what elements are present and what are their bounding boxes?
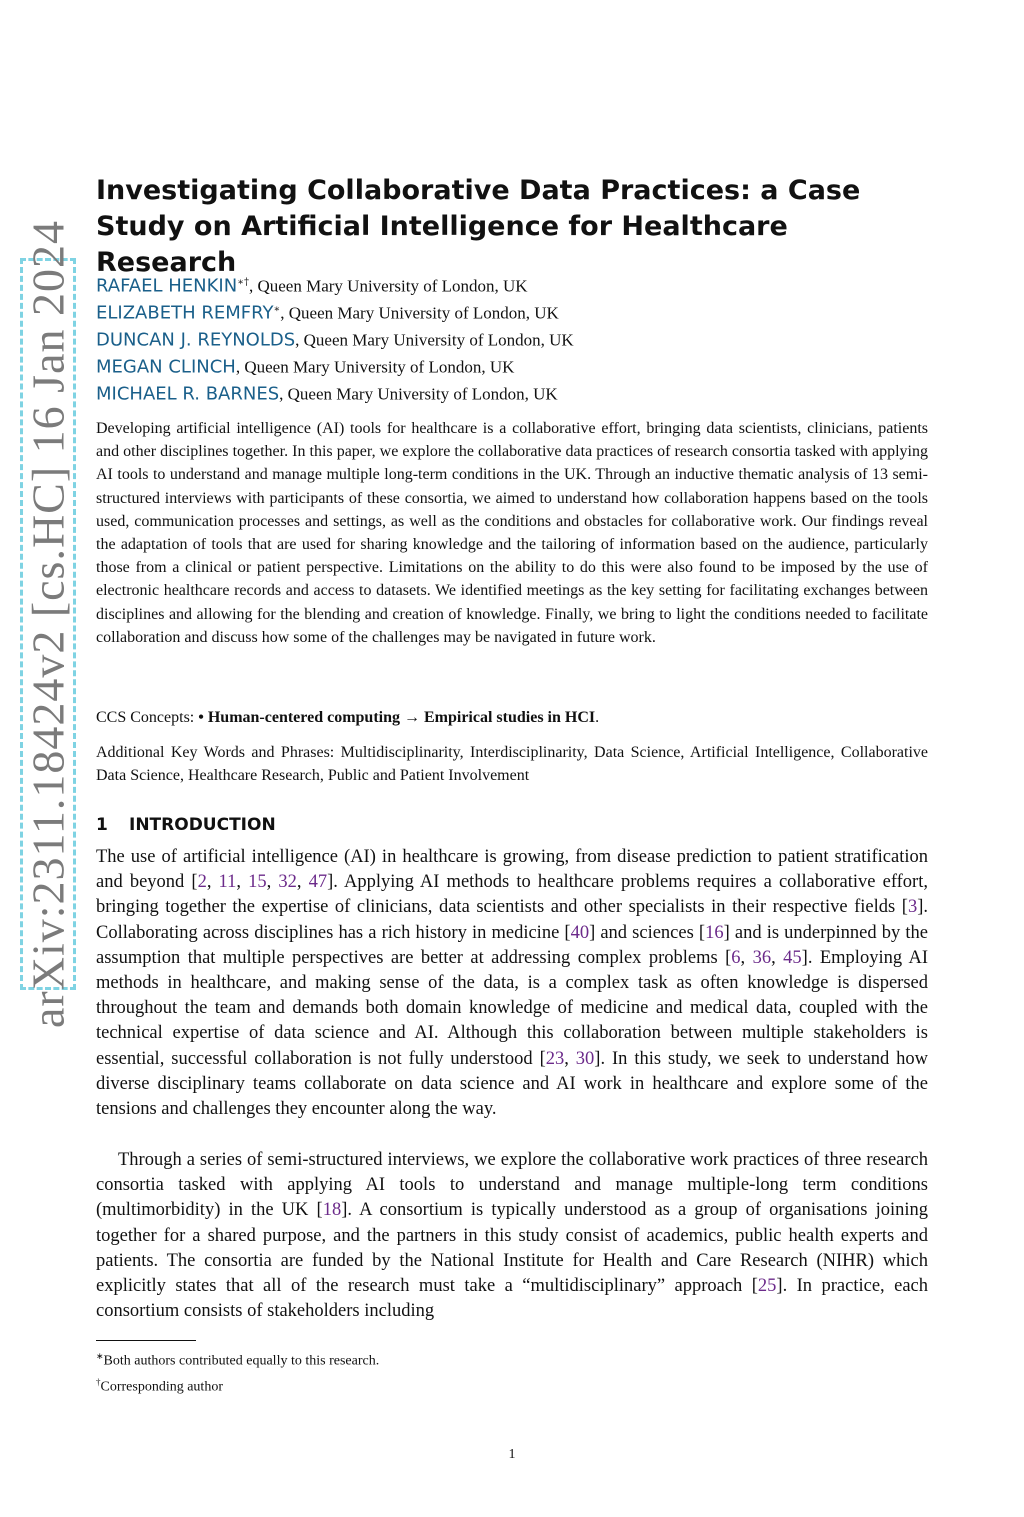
footnote-mark: ∗ [96, 1351, 104, 1361]
author-name[interactable]: RAFAEL HENKIN [96, 275, 238, 297]
author-name[interactable]: MEGAN CLINCH [96, 356, 236, 378]
citation-link[interactable]: 32 [278, 872, 297, 893]
citation-link[interactable]: 40 [570, 922, 590, 943]
author-name[interactable]: MICHAEL R. BARNES [96, 383, 280, 405]
citation-link[interactable]: 25 [757, 1276, 777, 1297]
footnotes [96, 1346, 928, 1397]
author-affiliation: , Queen Mary University of London, UK [280, 303, 559, 323]
footnote [96, 1346, 928, 1372]
footnote-mark: † [96, 1376, 101, 1387]
author-affiliation: , Queen Mary University of London, UK [248, 276, 528, 296]
author-entry [96, 296, 936, 323]
footnote-text: Corresponding author [100, 1379, 223, 1395]
citation-link[interactable]: 11 [218, 872, 237, 893]
citation-link[interactable]: 45 [783, 947, 802, 968]
citation-link[interactable]: 3 [907, 897, 918, 918]
citation-link[interactable]: 36 [752, 947, 772, 968]
ccs-end: . [595, 709, 600, 726]
citation-link[interactable]: 15 [248, 872, 267, 893]
intro-paragraph-1: The use of artificial intelligence (AI) in healthcare is growing, from disease prediction to patient stratification and beyond [2, 11, 15, 32, 47]. Applying AI methods to healthcare problems requires a collaborative effort, bringing together the expertise of clinicians, data scientists and other specialists in their respective fields [3]. Collaborating across disciplines has a rich history in medicine [40] and sciences [16] and is underpinned by the assumption that multiple perspectives are better at addressing complex problems [6, 36, 45]. Employing AI methods in healthcare, and making sense of the data, is a complex task as often knowledge is dispersed throughout the team and demands both domain knowledge of medicine and medical data, coupled with the technical expertise of data science and AI. Although this collaboration between multiple stakeholders is essential, successful collaboration is not fully understood [23, 30]. In this study, we seek to understand how diverse disciplinary teams collaborate on data science and AI work in healthcare and explore some of the tensions and challenges they encounter along the way. [96, 847, 929, 1120]
section-number: 1 [96, 815, 108, 835]
ccs-concepts-value: Human-centered computing → Empirical studies in HCI [207, 709, 596, 726]
footnote [96, 1372, 928, 1398]
intro-paragraph-2: Through a series of semi-structured interviews, we explore the collaborative work practices of three research consortia tasked with applying AI tools to understand and manage multiple-long term conditions (multimorbidity) in the UK [18]. A consortium is typically understood as a group of organisations joining together for a shared purpose, and the partners in this study consist of academics, public health experts and patients. The consortia are funded by the National Institute for Health and Care Research (NIHR) which explicitly states that all of the research must take a “multidisciplinary” approach [25]. In practice, each consortium consists of stakeholders including [96, 1150, 928, 1322]
author-entry [96, 377, 936, 404]
ccs-label: CCS Concepts: [96, 709, 199, 726]
section-heading [96, 815, 928, 835]
abstract: Developing artificial intelligence (AI) tools for healthcare is a collaborative effort, bringing data scientists, clinicians, patients and other disciplines together. In this paper, we explore the collaborative data practices of research consortia tasked with applying AI tools to understand and manage multiple long-term conditions in the UK. Through an inductive thematic analysis of 13 semi-structured interviews with participants of these consortia, we aimed to understand how collaboration happens based on the tools used, communication processes and settings, as well as the conditions and obstacles for collaborative work. Our findings reveal the adaptation of tools that are used for sharing knowledge and the tailoring of information based on the audience, particularly those from a clinical or patient perspective. Limitations on the ability to do this were also found to be imposed by the use of electronic healthcare records and access to datasets. We identified meetings as the key setting for facilitating exchanges between disciplines and allowing for the blending and creation of knowledge. Finally, we bring to light the conditions needed to facilitate collaboration and discuss how some of the challenges may be navigated in future work. [96, 420, 928, 646]
author-entry [96, 323, 936, 350]
author-affiliation: , Queen Mary University of London, UK [295, 330, 574, 350]
page-number: 1 [508, 1447, 516, 1462]
footnote-rule [96, 1340, 196, 1341]
author-affiliation: , Queen Mary University of London, UK [235, 357, 515, 377]
citation-link[interactable]: 23 [545, 1048, 565, 1069]
citation-link[interactable]: 47 [308, 872, 328, 893]
keywords: Additional Key Words and Phrases: Multidisciplinarity, Interdisciplinarity, Data Science, Artificial Intelligence, Collaborative Data Science, Healthcare Research, Public and Patient Involvement [96, 744, 928, 784]
ccs-concepts [96, 707, 928, 729]
citation-link[interactable]: 16 [705, 922, 724, 943]
section-title: INTRODUCTION [129, 815, 276, 835]
citation-link[interactable]: 6 [731, 947, 741, 968]
author-entry [96, 269, 936, 296]
author-affiliation: , Queen Mary University of London, UK [279, 384, 558, 404]
citation-link[interactable]: 2 [197, 872, 207, 893]
paper-title: Investigating Collaborative Data Practices: a Case Study on Artificial Intelligence for Healthcare Research [96, 175, 861, 278]
author-entry [96, 350, 936, 377]
author-name[interactable]: DUNCAN J. REYNOLDS [96, 329, 296, 351]
author-footnote-mark: ∗† [237, 277, 249, 288]
footnote-text: Both authors contributed equally to this research. [103, 1353, 380, 1369]
arxiv-identifier[interactable]: arXiv:2311.18424v2 [cs.HC] 16 Jan 2024 [22, 220, 74, 1028]
author-name[interactable]: ELIZABETH REMFRY [96, 302, 274, 324]
ccs-bullet: • [198, 709, 208, 726]
author-list [96, 269, 936, 404]
citation-link[interactable]: 30 [575, 1048, 595, 1069]
author-footnote-mark: ∗ [273, 304, 281, 315]
citation-link[interactable]: 18 [322, 1200, 342, 1221]
